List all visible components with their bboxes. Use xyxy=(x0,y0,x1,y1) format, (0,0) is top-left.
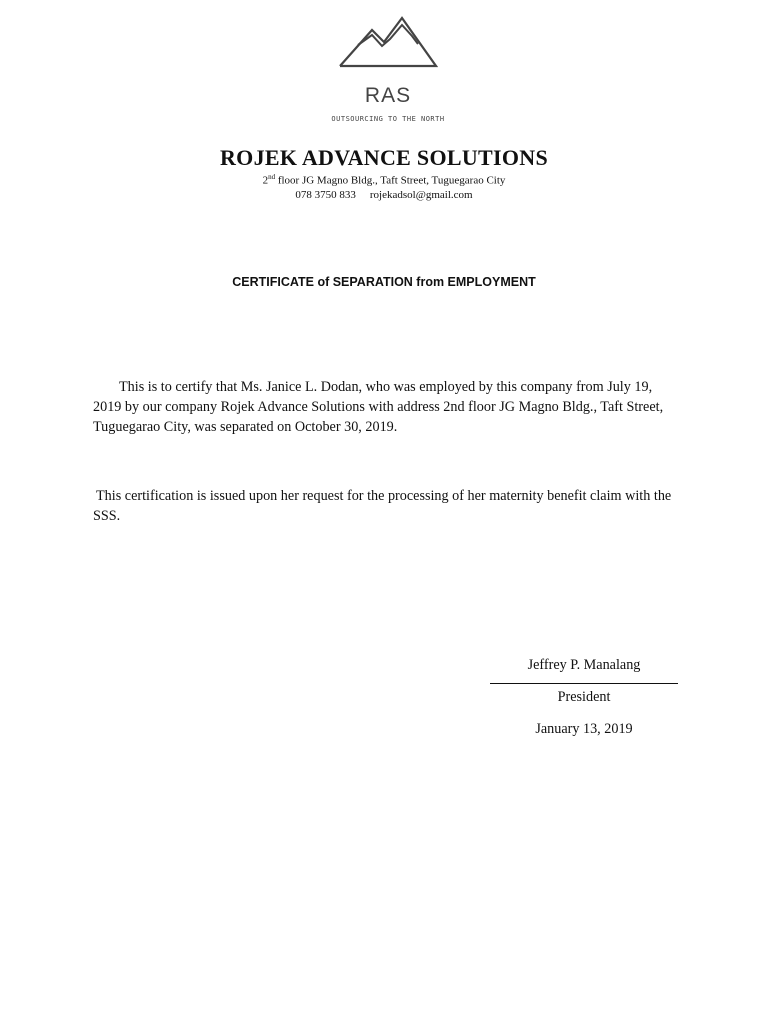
address-floor-suffix: nd xyxy=(268,173,276,181)
company-phone: 078 3750 833 xyxy=(295,189,356,201)
company-email: rojekadsol@gmail.com xyxy=(369,189,473,201)
signatory-position: President xyxy=(557,689,611,705)
company-name: ROJEK ADVANCE SOLUTIONS xyxy=(219,145,549,170)
body-paragraph-1: This is to certify that Ms. Janice L. Dodan, who was employed by this company from July 19, 2019 by our company Rojek Advance Solutions with address 2nd floor JG Magno Bldg., Taft Street, Tuguegarao City, was separated on October 30, 2019. xyxy=(93,379,664,435)
address-rest: floor JG Magno Bldg., Taft Street, Tuguegarao City xyxy=(275,174,506,187)
company-address xyxy=(0,173,768,187)
document-date: January 13, 2019 xyxy=(535,721,633,737)
signature-line xyxy=(490,683,678,684)
body-paragraph-2: This certification is issued upon her request for the processing of her maternity benefit claim with the SSS. xyxy=(93,488,672,524)
document-title: CERTIFICATE of SEPARATION from EMPLOYMENT xyxy=(232,275,536,289)
mountain-icon xyxy=(338,14,438,70)
company-logo xyxy=(318,14,458,123)
address-floor-number: 2 xyxy=(262,174,269,187)
company-contact xyxy=(0,189,768,201)
signatory-name: Jeffrey P. Manalang xyxy=(527,657,641,673)
logo-tagline: OUTSOURCING TO THE NORTH xyxy=(331,115,445,123)
logo-mark-text: RAS xyxy=(364,84,412,107)
